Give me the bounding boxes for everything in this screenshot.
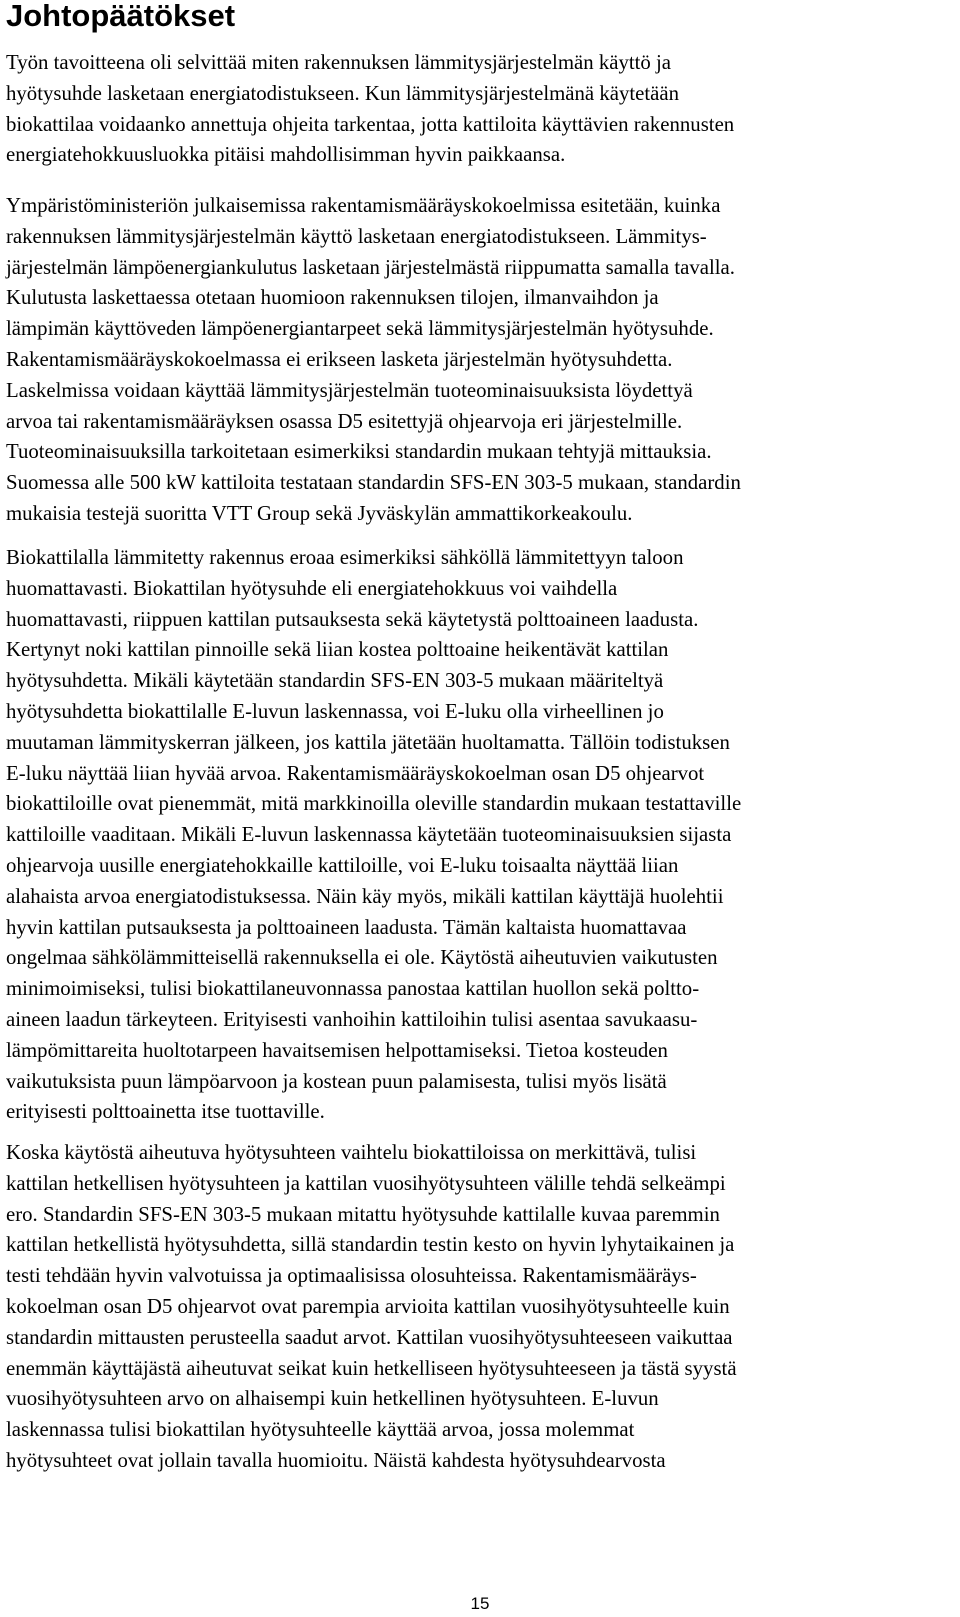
paragraph-line: Koska käytöstä aiheutuva hyötysuhteen vaihtelu biokattiloissa on merkittävä, tulisi [6,1141,697,1164]
paragraph-line: ongelmaa sähkölämmitteisellä rakennuksella ei ole. Käytöstä aiheutuvien vaikutusten [6,946,718,970]
paragraph-line: Rakentamismääräyskokoelmassa ei erikseen lasketa järjestelmän hyötysuhdetta. [6,347,673,371]
paragraph-line: arvoa tai rakentamismääräyksen osassa D5 esitettyjä ohjearvoja eri järjestelmille. [6,409,683,433]
paragraph-line: biokattilaa voidaanko annettuja ohjeita tarkentaa, jotta kattiloita käyttävien rakennusten [6,112,735,136]
paragraph-line: hyötysuhde lasketaan energiatodistukseen. Kun lämmitysjärjestelmänä käytetään [6,81,680,105]
paragraph-line: Tuoteominaisuuksilla tarkoitetaan esimerkiksi standardin mukaan tehtyjä mittauksia. [6,440,712,464]
paragraph-line: hyötysuhteet ovat jollain tavalla huomioitu. Näistä kahdesta hyötysuhdearvosta [6,1448,666,1472]
paragraph-line: aineen laadun tärkeyteen. Erityisesti vanhoihin kattiloihin tulisi asentaa savukaasu- [6,1007,698,1031]
paragraph-line: Työn tavoitteena oli selvittää miten rakennuksen lämmitysjärjestelmän käyttö ja [6,51,672,74]
paragraph-line: Laskelmissa voidaan käyttää lämmitysjärjestelmän tuoteominaisuuksista löydettyä [6,378,693,402]
paragraph-line: Kertynyt noki kattilan pinnoille sekä liian kostea polttoaine heikentävät kattilan [6,638,669,662]
paragraph-line: kattilan hetkellisen hyötysuhteen ja kattilan vuosihyötysuhteen välille tehdä selkeämpi [6,1171,726,1195]
paragraph-line: kattilan hetkellistä hyötysuhdetta, sillä standardin testin kesto on hyvin lyhytaikainen ja [6,1233,735,1257]
page-number: 15 [470,1594,490,1613]
paragraph-line: kattiloille vaaditaan. Mikäli E-luvun laskennassa käytetään tuoteominaisuuksien sijasta [6,823,732,847]
paragraph-line: hyötysuhdetta biokattilalle E-luvun laskennassa, voi E-luku olla virheellinen jo [6,699,664,723]
paragraph-line: Kulutusta laskettaessa otetaan huomioon rakennuksen tilojen, ilmanvaihdon ja [6,286,659,310]
paragraph-line: lämpimän käyttöveden lämpöenergiantarpeet sekä lämmitysjärjestelmän hyötysuhde. [6,317,714,341]
paragraph-line: Ympäristöministeriön julkaisemissa rakentamismääräyskokoelmissa esitetään, kuinka [6,194,721,217]
paragraph-line: hyötysuhdetta. Mikäli käytetään standardin SFS-EN 303-5 mukaan määriteltyä [6,669,664,693]
paragraph-line: minimoimiseksi, tulisi biokattilaneuvonnassa panostaa kattilan huollon sekä poltto- [6,977,700,1001]
paragraph-line: laskennassa tulisi biokattilan hyötysuhteelle käyttää arvoa, jossa molemmat [6,1418,635,1442]
paragraph-line: kokoelman osan D5 ohjearvot ovat parempia arvioita kattilan vuosihyötysuhteelle kuin [6,1294,730,1318]
paragraph-line: standardin mittausten perusteella saadut arvot. Kattilan vuosihyötysuhteeseen vaikuttaa [6,1325,733,1349]
section-heading: Johtopäätökset [6,0,236,33]
paragraph-line: rakennuksen lämmitysjärjestelmän käyttö lasketaan energiatodistukseen. Lämmitys- [6,224,707,248]
paragraph-line: lämpömittareita huoltotarpeen havaitsemisen helpottamiseksi. Tietoa kosteuden [6,1038,668,1062]
paragraph-line: ohjearvoja uusille energiatehokkaille kattiloille, voi E-luku toisaalta näyttää liian [6,853,679,877]
paragraph-line: hyvin kattilan putsauksesta ja polttoaineen laadusta. Tämän kaltaista huomattavaa [6,915,687,939]
paragraph-objective [6,48,734,171]
paragraph-line: ero. Standardin SFS-EN 303-5 mukaan mitattu hyötysuhde kattilalle kuvaa paremmin [6,1202,720,1226]
paragraph-line: vuosihyötysuhteen arvo on alhaisempi kuin hetkellinen hyötysuhteen. E-luvun [6,1387,659,1411]
paragraph-line: testi tehdään hyvin valvotuissa ja optimaalisissa olosuhteissa. Rakentamismääräys- [6,1264,697,1288]
paragraph-line: Suomessa alle 500 kW kattiloita testataan standardin SFS-EN 303-5 mukaan, standardin [6,471,741,495]
paragraph-line: energiatehokkuusluokka pitäisi mahdollisimman hyvin paikkaansa. [6,143,566,167]
paragraph-line: E-luku näyttää liian hyvää arvoa. Rakentamismääräyskokoelman osan D5 ohjearvot [6,761,705,785]
paragraph-line: erityisesti polttoainetta itse tuottaville. [6,1100,325,1124]
paragraph-line: järjestelmän lämpöenergiankulutus lasketaan järjestelmästä riippumatta samalla tavalla. [6,255,735,279]
paragraph-line: huomattavasti, riippuen kattilan putsauksesta sekä käytetystä polttoaineen laadusta. [6,607,699,631]
paragraph-line: Biokattilalla lämmitetty rakennus eroaa esimerkiksi sähköllä lämmitettyyn taloon [6,546,684,569]
paragraph-line: enemmän käyttäjästä aiheutuvat seikat kuin hetkelliseen hyötysuhteeseen ja tästä syystä [6,1356,737,1380]
paragraph-line: vaikutuksista puun lämpöarvoon ja kostean puun palamisesta, tulisi myös lisätä [6,1069,667,1093]
paragraph-biokattila-efficiency [6,543,741,1128]
paragraph-annual-efficiency [6,1138,737,1477]
paragraph-line: biokattiloille ovat pienemmät, mitä markkinoilla oleville standardin mukaan testattaville [6,792,742,816]
paragraph-line: mukaisia testejä suoritta VTT Group sekä Jyväskylän ammattikorkeakoulu. [6,501,633,525]
paragraph-line: muutaman lämmityskerran jälkeen, jos kattila jätetään huoltamatta. Tällöin todistuksen [6,730,730,754]
paragraph-regulations [6,191,741,530]
paragraph-line: huomattavasti. Biokattilan hyötysuhde eli energiatehokkuus voi vaihdella [6,576,618,600]
paragraph-line: alahaista arvoa energiatodistuksessa. Näin käy myös, mikäli kattilan käyttäjä huolehtii [6,884,724,908]
